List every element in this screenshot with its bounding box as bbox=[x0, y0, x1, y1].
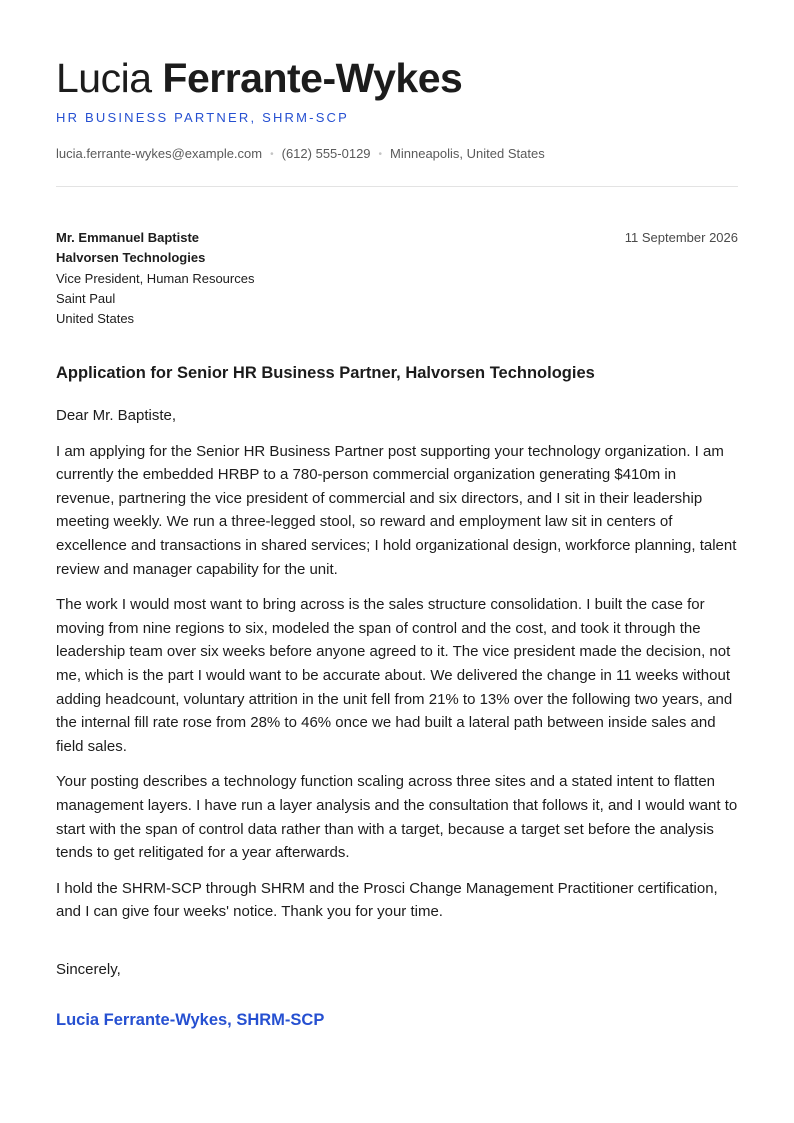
recipient-role: Vice President, Human Resources bbox=[56, 270, 255, 286]
header-divider bbox=[56, 186, 738, 187]
applicant-name bbox=[56, 52, 462, 104]
recipient-block bbox=[56, 228, 254, 329]
body-paragraph: Your posting describes a technology function scaling across three sites and a stated intent to flatten management layers. I have run a layer analysis and the consultation that follows it, and I would want to start with the span of control data rather than with a target, because a target set before the analysis tends to get relitigated for a year afterwards. bbox=[56, 773, 738, 862]
applicant-last-name: Ferrante-Wykes bbox=[162, 55, 463, 101]
signature-name: Lucia Ferrante-Wykes, SHRM-SCP bbox=[56, 1011, 325, 1029]
closing: Sincerely, bbox=[56, 961, 121, 978]
recipient-country: United States bbox=[56, 311, 135, 327]
applicant-title: HR BUSINESS PARTNER, SHRM-SCP bbox=[56, 110, 350, 125]
recipient-city: Saint Paul bbox=[56, 290, 116, 306]
contact-line bbox=[56, 146, 545, 163]
separator-dot: • bbox=[270, 149, 274, 160]
body-paragraph: I hold the SHRM-SCP through SHRM and the Prosci Change Management Practitioner certification, and I can give four weeks' notice. Thank you for your time. bbox=[56, 879, 718, 921]
contact-phone: (612) 555-0129 bbox=[281, 146, 371, 161]
letter-date: 11 September 2026 bbox=[624, 230, 738, 245]
letter-body bbox=[56, 404, 738, 936]
recipient-name: Mr. Emmanuel Baptiste bbox=[56, 230, 200, 245]
letter-subject: Application for Senior HR Business Partner, Halvorsen Technologies bbox=[56, 364, 595, 382]
applicant-first-name: Lucia bbox=[56, 55, 152, 101]
body-paragraph: I am applying for the Senior HR Business Partner post supporting your technology organization. I am currently the embedded HRBP to a 780-person commercial organization generating $410m in revenue, partnering the vice president of commercial and six directors, and I sit in their leadership meeting weekly. We run a three-legged stool, so reward and employment law sit in centers of excellence and transactions in shared services; I hold organizational design, workforce planning, talent review and manager capability for the unit. bbox=[56, 442, 737, 578]
contact-email: lucia.ferrante-wykes@example.com bbox=[56, 146, 263, 161]
separator-dot: • bbox=[378, 149, 383, 160]
contact-location: Minneapolis, United States bbox=[390, 146, 545, 161]
recipient-company: Halvorsen Technologies bbox=[56, 250, 206, 266]
salutation: Dear Mr. Baptiste, bbox=[56, 407, 177, 424]
body-paragraph: The work I would most want to bring across is the sales structure consolidation. I built the case for moving from nine regions to six, modeled the span of control and the cost, and took it through the leadership team over six weeks before anyone agreed to it. The vice president made the decision, not me, which is the part I would want to be accurate about. We delivered the change in 11 weeks without adding headcount, voluntary attrition in the unit fell from 21% to 13% over the following two years, and the internal fill rate rose from 28% to 46% once we had built a lateral path between inside sales and field sales. bbox=[56, 596, 733, 755]
